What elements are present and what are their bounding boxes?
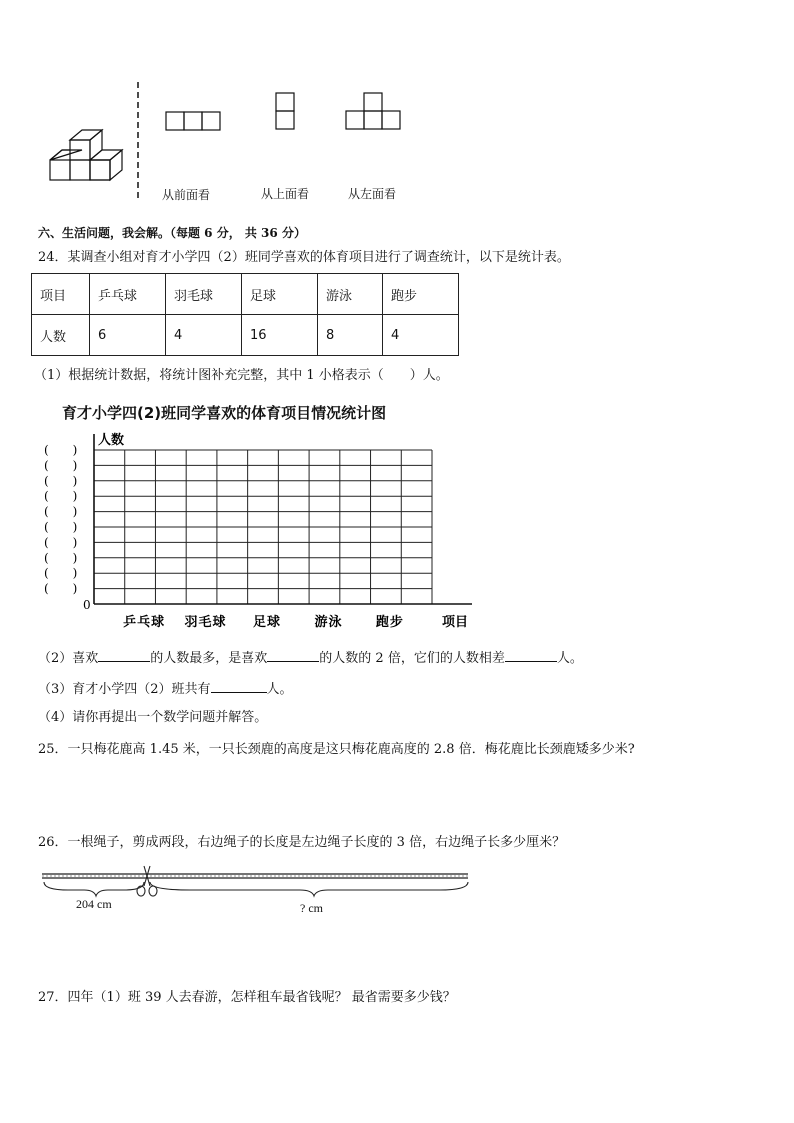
q25-text: 25．一只梅花鹿高 1.45 米，一只长颈鹿的高度是这只梅花鹿高度的 2.8 倍．梅花鹿比长颈鹿矮多少米?	[38, 742, 635, 757]
stats-table	[31, 273, 459, 356]
section-heading: 六、生活问题，我会解。（每题 6 分， 共 36 分）	[38, 226, 306, 240]
q24-sub2-part-a: （2）喜欢	[38, 651, 99, 666]
answer-blank-most[interactable]	[98, 647, 150, 662]
left-view-shape	[345, 92, 403, 130]
q24-sub2-part-d: 人。	[556, 651, 583, 666]
x-axis-label: 项目	[442, 615, 469, 630]
table-cell: 4	[166, 315, 242, 356]
y-tick-placeholder: ( )	[44, 489, 78, 504]
table-cell: 8	[318, 315, 383, 356]
q26-text: 26．一根绳子，剪成两段，右边绳子的长度是左边绳子长度的 3 倍，右边绳子长多少厘米？	[38, 835, 566, 850]
answer-blank-difference[interactable]	[505, 647, 557, 662]
y-tick-placeholder: ( )	[44, 581, 78, 596]
y-tick-placeholder: ( )	[44, 550, 78, 565]
rope-right-label: ? cm	[300, 901, 323, 915]
q24-sub3-part-a: （3）育才小学四（2）班共有	[38, 682, 211, 697]
table-cell: 16	[242, 315, 318, 356]
y-axis-label: 人数	[98, 433, 125, 448]
chart-title: 育才小学四(2)班同学喜欢的体育项目情况统计图	[62, 404, 387, 422]
rope-left-label: 204 cm	[76, 897, 112, 911]
table-cell: 项目	[32, 274, 90, 315]
table-cell: 跑步	[383, 274, 459, 315]
divider-dashed-line	[136, 82, 140, 200]
y-tick-placeholder: ( )	[44, 504, 78, 519]
bar-chart	[40, 430, 480, 632]
q27-text: 27．四年（1）班 39 人去春游，怎样租车最省钱呢？ 最省需要多少钱？	[38, 990, 456, 1005]
y-tick-placeholder: ( )	[44, 473, 78, 488]
y-tick-placeholder: ( )	[44, 535, 78, 550]
x-tick-label: 跑步	[375, 615, 404, 630]
q24-sub3	[38, 678, 293, 699]
table-cell: 足球	[242, 274, 318, 315]
x-tick-label: 游泳	[314, 615, 343, 630]
y-tick-placeholder: ( )	[44, 458, 78, 473]
q24-sub2	[38, 647, 583, 668]
left-view-label: 从左面看	[348, 187, 397, 201]
table-row	[32, 315, 459, 356]
x-tick-label: 羽毛球	[184, 615, 227, 630]
front-view-shape	[165, 111, 221, 131]
q24-text: 24．某调查小组对育才小学四（2）班同学喜欢的体育项目进行了调查统计，以下是统计表。	[38, 250, 570, 265]
top-view-label: 从上面看	[261, 187, 310, 201]
y-tick-placeholder: ( )	[44, 566, 78, 581]
y-tick-placeholder: ( )	[44, 520, 78, 534]
y-tick-placeholder: ( )	[44, 443, 78, 457]
q24-sub2-part-c: 的人数的 2 倍，它们的人数相差	[319, 651, 505, 666]
table-cell: 人数	[32, 315, 90, 356]
x-tick-label: 足球	[252, 615, 282, 630]
q24-sub1: （1）根据统计数据，将统计图补充完整，其中 1 小格表示（ ）人。	[34, 368, 449, 383]
q24-sub4: （4）请你再提出一个数学问题并解答。	[38, 710, 268, 725]
front-view-label: 从前面看	[162, 188, 211, 202]
cube-stack-figure	[40, 126, 130, 190]
top-view-shape	[275, 92, 295, 130]
x-tick-label: 乒乓球	[123, 615, 166, 630]
table-cell: 游泳	[318, 274, 383, 315]
answer-blank-other[interactable]	[267, 647, 319, 662]
origin-label: 0	[83, 598, 91, 612]
table-cell: 4	[383, 315, 459, 356]
table-row	[32, 274, 459, 315]
answer-blank-total[interactable]	[211, 678, 267, 693]
chart-grid	[40, 430, 480, 632]
q24-sub3-part-b: 人。	[266, 682, 293, 697]
table-cell: 6	[90, 315, 166, 356]
q24-sub2-part-b: 的人数最多，是喜欢	[150, 651, 268, 666]
scissors-icon	[137, 866, 157, 896]
table-cell: 乒乓球	[90, 274, 166, 315]
table-cell: 羽毛球	[166, 274, 242, 315]
